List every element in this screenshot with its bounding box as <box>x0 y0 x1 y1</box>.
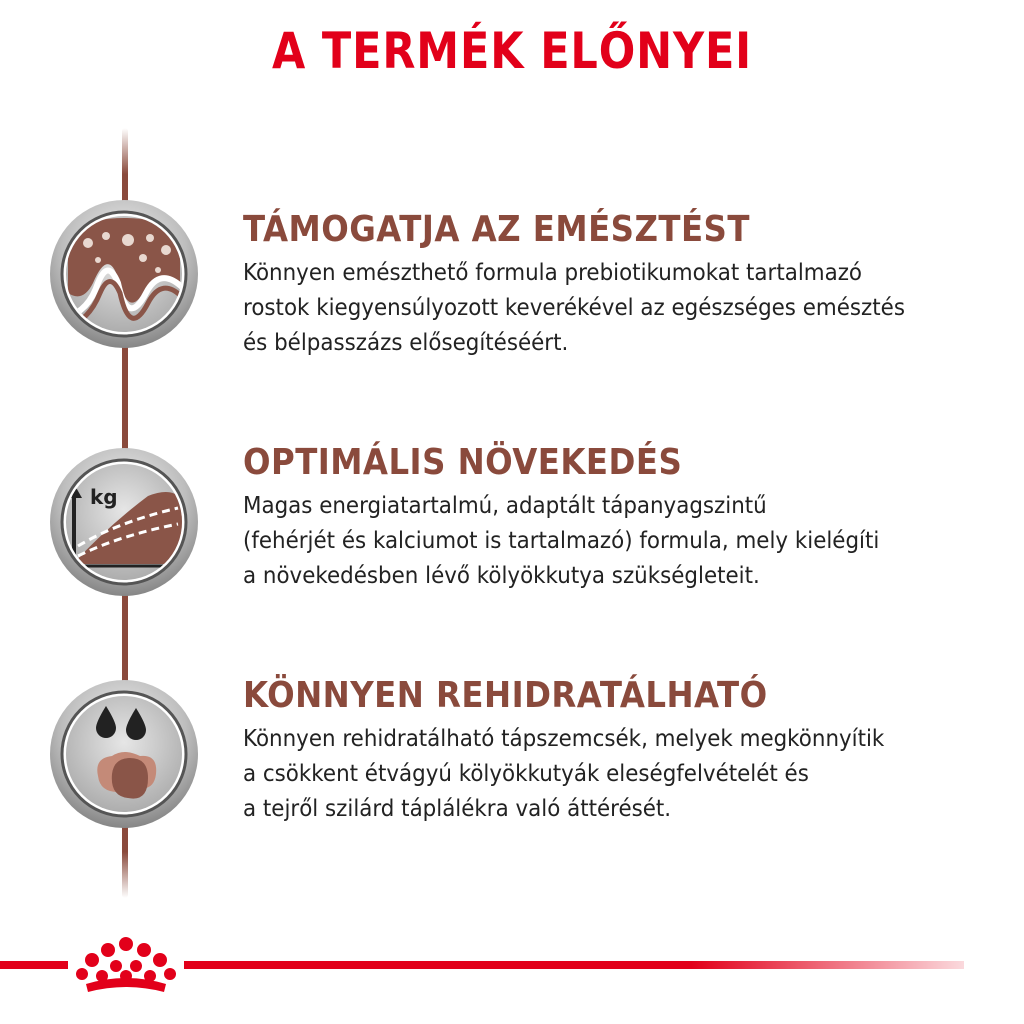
footer-line-right <box>184 961 964 969</box>
benefit-body: Könnyen rehidratálható tápszemcsék, melyek megkönnyítik a csökkent étvágyú kölyökkutyák eleségfelvételét és a tejről szilárd táplálékra való áttérését. <box>243 726 885 822</box>
benefit-growth <box>243 441 1003 594</box>
benefit-heading: TÁMOGATJA AZ EMÉSZTÉST <box>243 209 750 250</box>
benefit-heading: OPTIMÁLIS NÖVEKEDÉS <box>243 442 683 483</box>
benefit-digestion <box>243 208 1003 361</box>
benefit-body: Könnyen emészthető formula prebiotikumokat tartalmazó rostok kiegyensúlyozott keverékével az egészséges emésztés és bélpasszázs elősegítéséért. <box>243 260 905 356</box>
benefit-heading: KÖNNYEN REHIDRATÁLHATÓ <box>243 675 768 716</box>
kg-label: kg <box>90 485 118 509</box>
footer-line-left <box>0 961 68 969</box>
page-title: A TERMÉK ELŐNYEI <box>271 22 753 80</box>
rehydration-icon <box>48 678 200 830</box>
benefit-rehydration <box>243 674 1003 827</box>
royal-canin-crown-logo <box>72 932 180 996</box>
digestion-icon <box>48 198 200 350</box>
weight-growth-icon <box>48 446 200 598</box>
benefit-body: Magas energiatartalmú, adaptált tápanyagszintű (fehérjét és kalciumot is tartalmazó) formula, mely kielégíti a növekedésben lévő kölyökkutya szükségleteit. <box>243 493 880 589</box>
